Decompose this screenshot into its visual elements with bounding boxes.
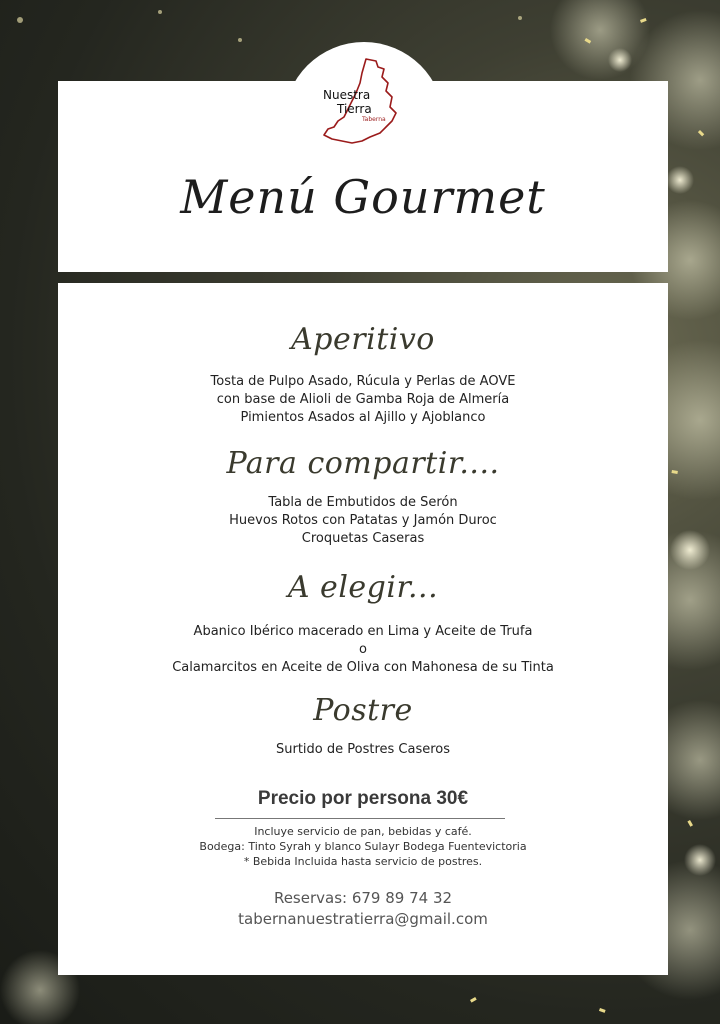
menu-item: Pimientos Asados al Ajillo y Ajoblanco	[240, 410, 486, 425]
menu-item: Surtido de Postres Caseros	[275, 742, 451, 757]
logo-text-line1: Nuestra	[323, 88, 371, 102]
reservation-phone[interactable]: Reservas: 679 89 74 32	[273, 889, 453, 907]
menu-item-separator: o	[359, 642, 367, 657]
note-line: Bodega: Tinto Syrah y blanco Sulayr Bodega Fuentevictoria	[199, 840, 527, 853]
menu-notes	[58, 824, 668, 869]
menu-item: Huevos Rotos con Patatas y Jamón Duroc	[229, 513, 497, 528]
section-items-aperitivo	[58, 373, 668, 427]
price-per-person: Precio por persona 30€	[257, 788, 469, 809]
menu-item: Calamarcitos en Aceite de Oliva con Mahonesa de su Tinta	[172, 660, 554, 675]
menu-item: Abanico Ibérico macerado en Lima y Aceite de Trufa	[193, 624, 533, 639]
menu-item: Croquetas Caseras	[301, 531, 425, 546]
section-items-a-elegir	[58, 623, 668, 677]
logo-text-line3: Taberna	[362, 116, 386, 123]
price-divider	[215, 818, 505, 819]
menu-item: con base de Alioli de Gamba Roja de Almería	[216, 392, 510, 407]
logo	[318, 57, 418, 147]
contact-info	[58, 888, 668, 930]
menu-item: Tabla de Embutidos de Serón	[268, 495, 458, 510]
note-line: Incluye servicio de pan, bebidas y café.	[254, 825, 472, 838]
section-items-postre	[58, 741, 668, 759]
section-title-aperitivo: Aperitivo	[291, 322, 435, 357]
menu-title: Menú Gourmet	[180, 170, 546, 224]
section-title-postre: Postre	[313, 693, 413, 728]
menu-item: Tosta de Pulpo Asado, Rúcula y Perlas de AOVE	[210, 374, 516, 389]
note-line: * Bebida Incluida hasta servicio de postres.	[243, 855, 483, 868]
section-title-a-elegir: A elegir...	[287, 570, 439, 605]
logo-text-line2: Tierra	[337, 102, 372, 116]
contact-email[interactable]: tabernanuestratierra@gmail.com	[238, 910, 488, 928]
section-items-para-compartir	[58, 494, 668, 548]
section-title-para-compartir: Para compartir....	[226, 446, 500, 481]
